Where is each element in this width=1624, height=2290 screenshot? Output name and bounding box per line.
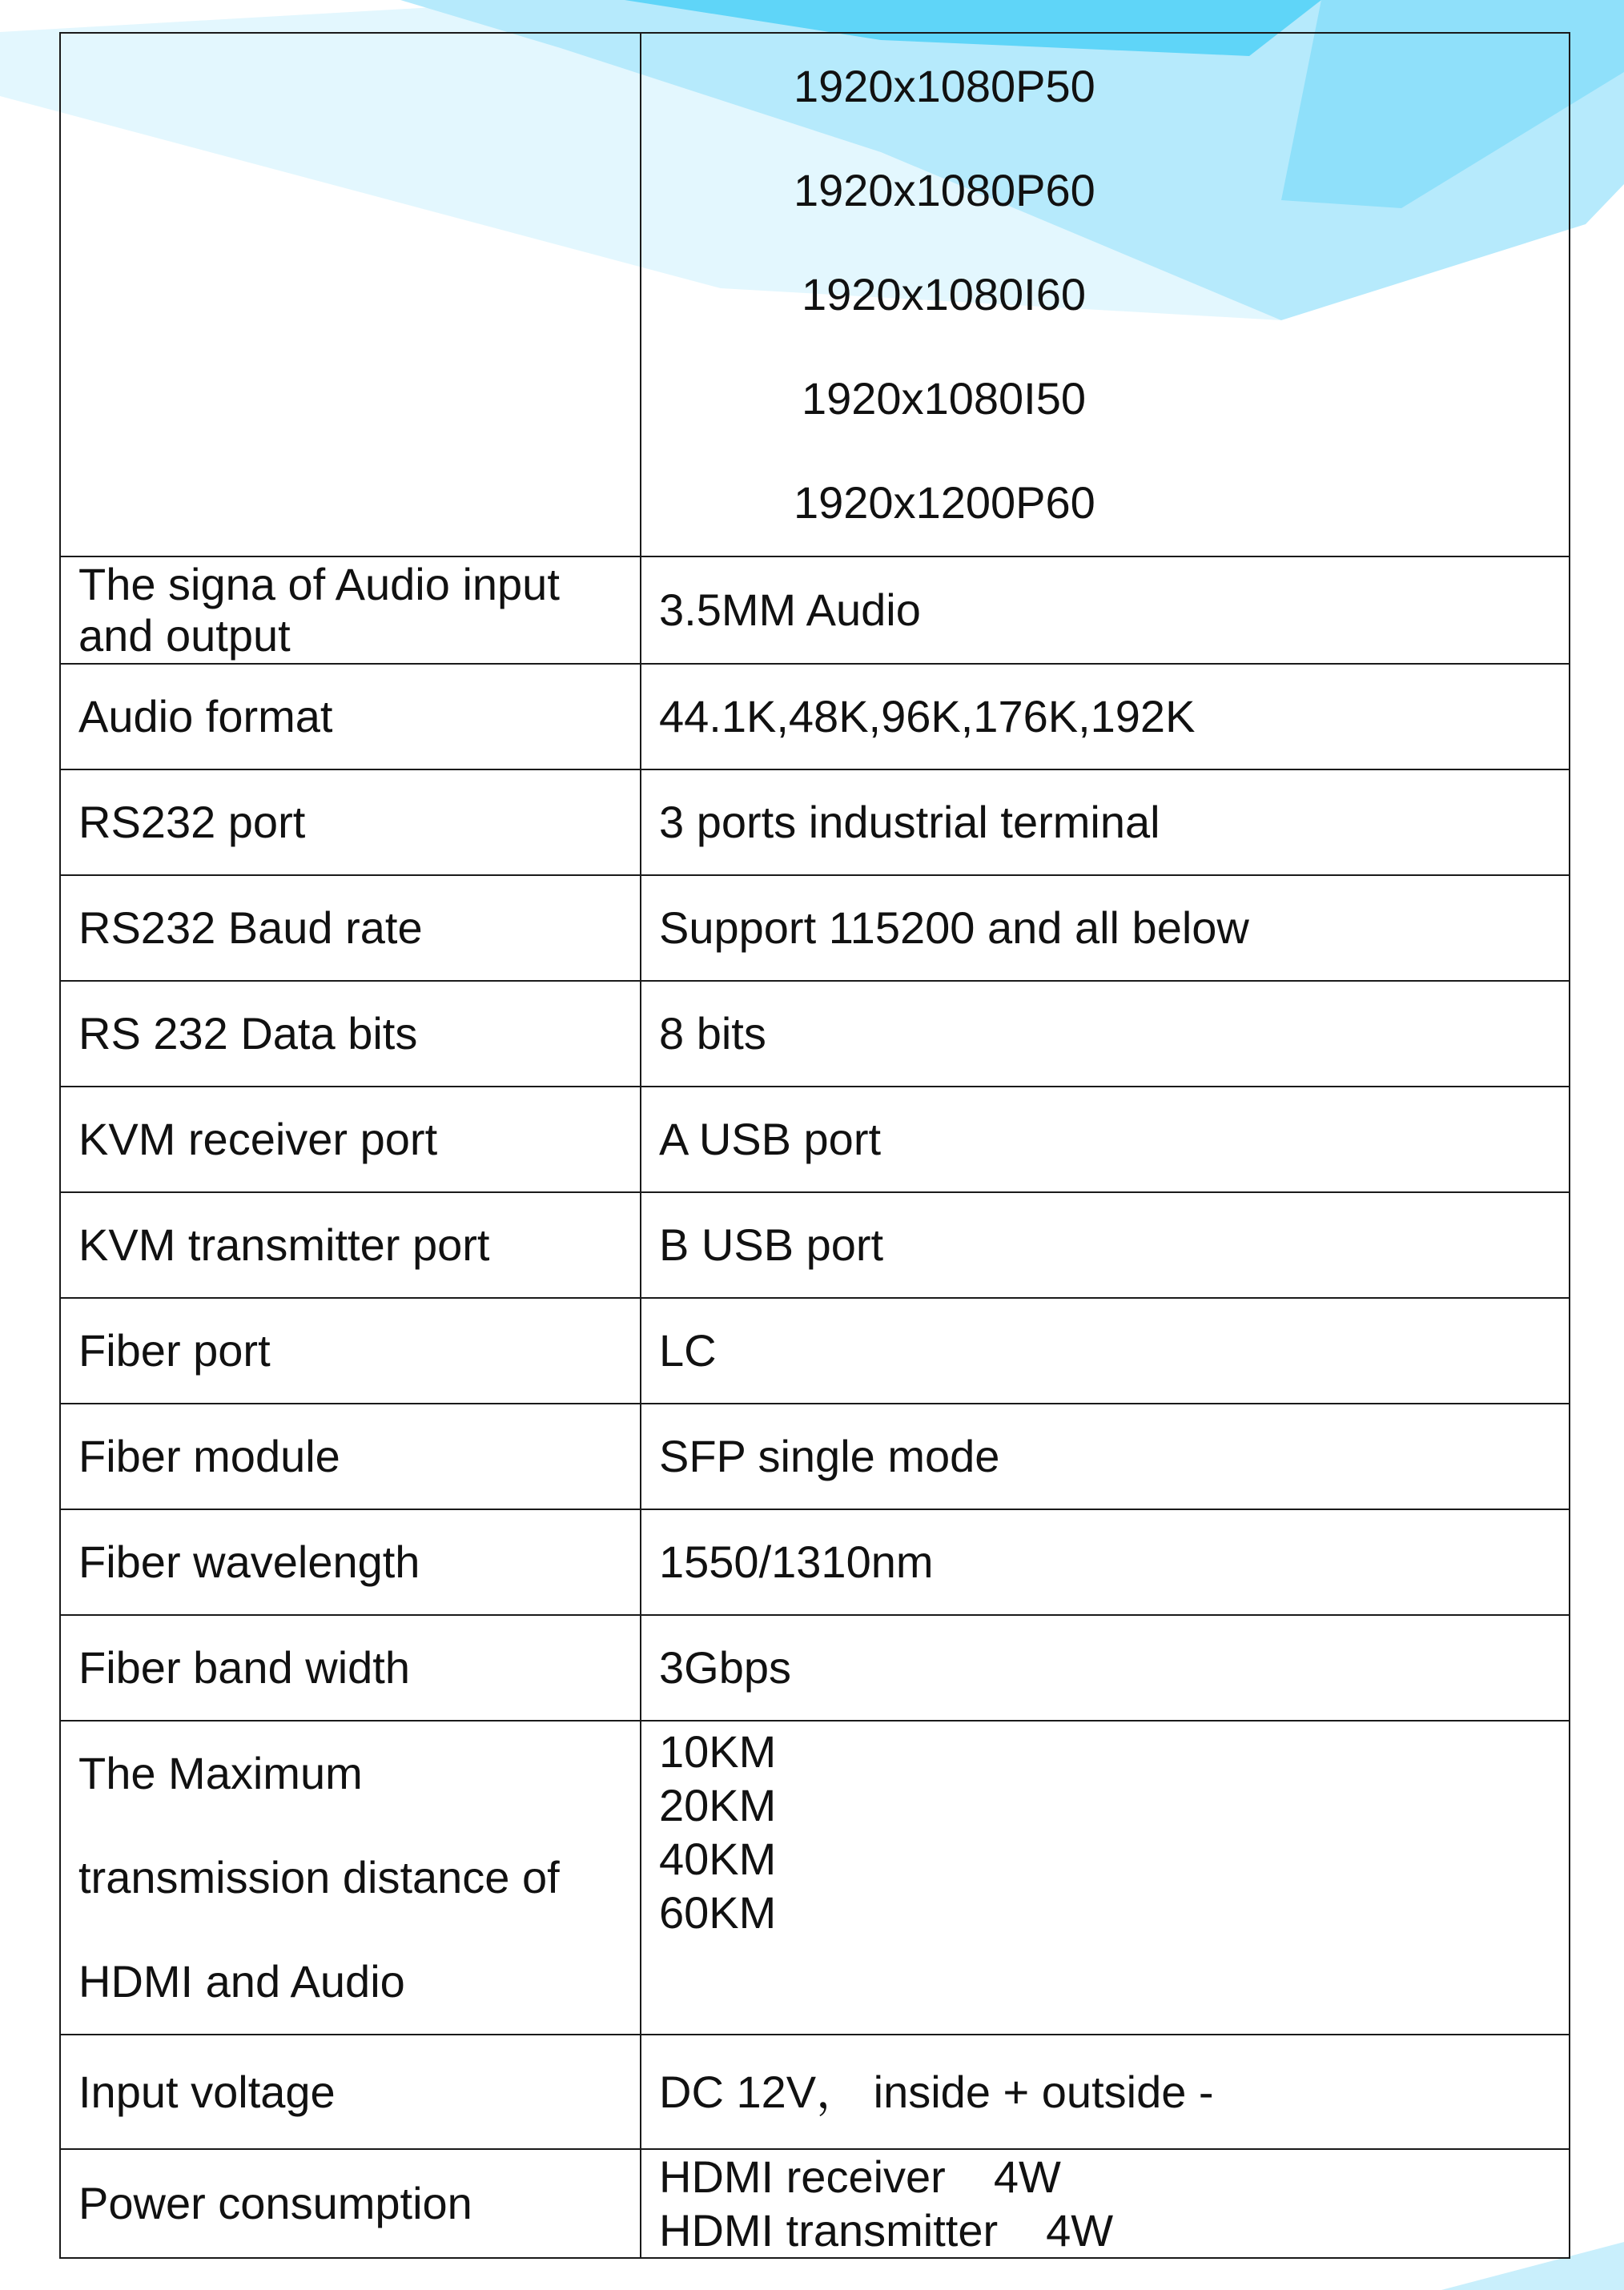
table-row (60, 1509, 1570, 1615)
resolutions-value-cell (641, 33, 1570, 556)
row-value: SFP single mode (641, 1404, 1570, 1509)
row-label: Power consumption (60, 2149, 641, 2258)
table-row-distance (60, 1721, 1570, 2035)
row-value: 8 bits (641, 981, 1570, 1087)
distance-value: 10KM (659, 1726, 777, 1777)
row-label: The signa of Audio input and output (60, 556, 641, 664)
distance-value: 20KM (659, 1780, 777, 1830)
distance-label-line: HDMI and Audio (78, 1956, 405, 2007)
power-line (659, 2150, 1569, 2204)
resolution-item: 1920x1080P50 (794, 61, 1095, 111)
power-value-cell (641, 2149, 1570, 2258)
row-label: Fiber port (60, 1298, 641, 1404)
row-value: 3.5MM Audio (641, 556, 1570, 664)
power-line-name: HDMI transmitter (659, 2205, 999, 2256)
distance-label-line: The Maximum (78, 1748, 363, 1798)
resolution-item: 1920x1080I50 (802, 373, 1087, 424)
power-line-watts: 4W (993, 2151, 1061, 2202)
row-value: Support 115200 and all below (641, 875, 1570, 981)
resolution-item: 1920x1080I60 (802, 269, 1087, 319)
table-row (60, 875, 1570, 981)
table-row-resolutions (60, 33, 1570, 556)
table-row (60, 1404, 1570, 1509)
resolution-item: 1920x1200P60 (794, 477, 1095, 528)
row-value: LC (641, 1298, 1570, 1404)
distance-value: 40KM (659, 1834, 777, 1884)
row-label: RS232 Baud rate (60, 875, 641, 981)
row-label: KVM receiver port (60, 1087, 641, 1192)
power-line (659, 2204, 1569, 2257)
row-label: Input voltage (60, 2035, 641, 2149)
row-value: 3Gbps (641, 1615, 1570, 1721)
distance-value-cell (641, 1721, 1570, 2035)
row-value: 1550/1310nm (641, 1509, 1570, 1615)
table-row (60, 1192, 1570, 1298)
distance-label-cell (60, 1721, 641, 2035)
row-label: Fiber wavelength (60, 1509, 641, 1615)
row-label: KVM transmitter port (60, 1192, 641, 1298)
power-line-name: HDMI receiver (659, 2151, 946, 2202)
row-label: Fiber module (60, 1404, 641, 1509)
power-line-watts: 4W (1046, 2205, 1114, 2256)
row-value: B USB port (641, 1192, 1570, 1298)
table-row (60, 1298, 1570, 1404)
table-row (60, 981, 1570, 1087)
table-row (60, 1087, 1570, 1192)
distance-label-line: transmission distance of (78, 1852, 560, 1902)
table-row-power (60, 2149, 1570, 2258)
table-row (60, 664, 1570, 769)
table-row (60, 769, 1570, 875)
spec-table-body (60, 33, 1570, 2258)
table-row-input-voltage (60, 2035, 1570, 2149)
row-label: RS232 port (60, 769, 641, 875)
row-value: 3 ports industrial terminal (641, 769, 1570, 875)
row-label: Fiber band width (60, 1615, 641, 1721)
resolutions-label-cell (60, 33, 641, 556)
row-value: DC 12V， inside + outside - (641, 2035, 1570, 2149)
table-row (60, 1615, 1570, 1721)
row-value: A USB port (641, 1087, 1570, 1192)
distance-value: 60KM (659, 1887, 777, 1938)
row-label: RS 232 Data bits (60, 981, 641, 1087)
row-value: 44.1K,48K,96K,176K,192K (641, 664, 1570, 769)
table-row (60, 556, 1570, 664)
resolution-item: 1920x1080P60 (794, 165, 1095, 215)
spec-table (59, 32, 1570, 2259)
row-label: Audio format (60, 664, 641, 769)
